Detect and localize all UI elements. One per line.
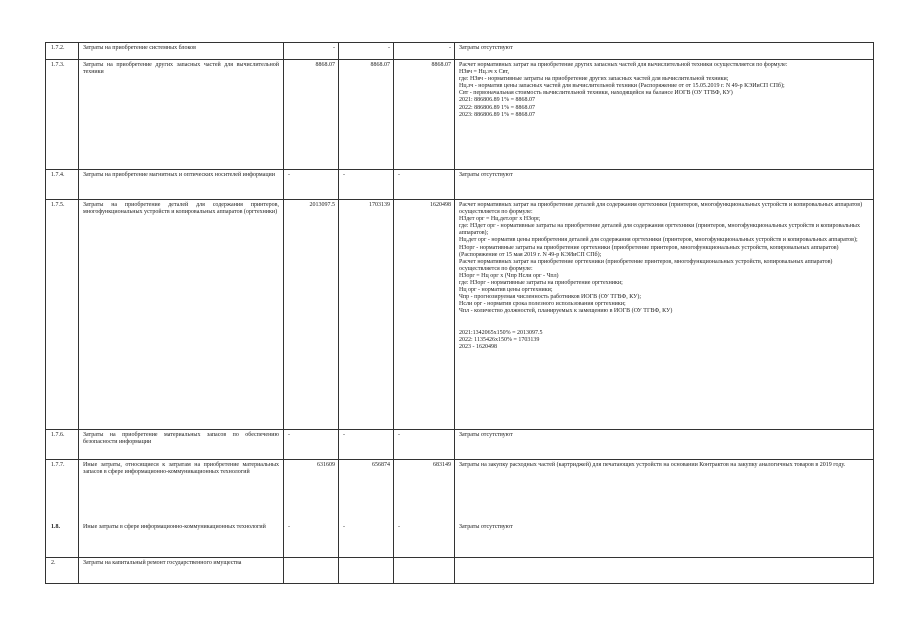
row-number: 1.7.4. bbox=[46, 170, 79, 200]
row-number: 1.7.2. bbox=[46, 43, 79, 60]
cost-item-name: Иные затраты в сфере информационно-коммуникационных технологий bbox=[79, 522, 284, 558]
value-2022 bbox=[339, 558, 394, 584]
value-2023: - bbox=[394, 430, 455, 460]
value-2021: 8868.07 bbox=[284, 60, 339, 170]
cost-item-name: Затраты на приобретение магнитных и оптических носителей информации bbox=[79, 170, 284, 200]
row-number: 1.8. bbox=[46, 522, 79, 558]
cost-item-name: Затраты на приобретение других запасных частей для вычислительной техники bbox=[79, 60, 284, 170]
value-2021: - bbox=[284, 430, 339, 460]
value-2023: - bbox=[394, 43, 455, 60]
row-number: 2. bbox=[46, 558, 79, 584]
value-2021: 2013097.5 bbox=[284, 200, 339, 430]
value-2021: - bbox=[284, 522, 339, 558]
value-2023: 683149 bbox=[394, 460, 455, 522]
row-number: 1.7.6. bbox=[46, 430, 79, 460]
justification: Затраты отсутствуют bbox=[455, 430, 874, 460]
justification-calculation: 2021:1342065х150% = 2013097.5 2022: 1135426х150% = 1703139 2023 - 1620498 bbox=[459, 329, 543, 350]
value-2022: - bbox=[339, 522, 394, 558]
value-2022: - bbox=[339, 170, 394, 200]
justification bbox=[455, 558, 874, 584]
cost-item-name: Затраты на капитальный ремонт государственного имущества bbox=[79, 558, 284, 584]
value-2022: 8868.07 bbox=[339, 60, 394, 170]
table-row bbox=[46, 170, 874, 200]
value-2021: - bbox=[284, 43, 339, 60]
row-number: 1.7.5. bbox=[46, 200, 79, 430]
value-2021: - bbox=[284, 170, 339, 200]
justification: Затраты отсутствуют bbox=[455, 522, 874, 558]
value-2023: 1620498 bbox=[394, 200, 455, 430]
value-2023: - bbox=[394, 522, 455, 558]
cost-item-name: Иные затраты, относящиеся к затратам на приобретение материальных запасов в сфере информационно-коммуникационных технологий bbox=[79, 460, 284, 522]
value-2022: 656874 bbox=[339, 460, 394, 522]
cost-table bbox=[45, 42, 874, 584]
table-row bbox=[46, 60, 874, 170]
justification: Затраты отсутствуют bbox=[455, 43, 874, 60]
table-row bbox=[46, 460, 874, 522]
justification: Затраты отсутствуют bbox=[455, 170, 874, 200]
row-number: 1.7.3. bbox=[46, 60, 79, 170]
cost-item-name: Затраты на приобретение материальных запасов по обеспечению безопасности информации bbox=[79, 430, 284, 460]
document-page bbox=[45, 42, 873, 584]
justification: Расчет нормативных затрат на приобретение других запасных частей для вычислительной техники осуществляется по формуле: НЗвч = Нц.зч х Свт, где: НЗвч - нормативные затраты на приобретение других запасных частей для вычислительной техники; Нц.зч - норматив цены запасных частей для вычислительной техники (Распоряжение от от 15.05.2019 г. N 49-р КЭИиСП СПб); Свт - первоначальная стоимость вычислительной техники, находящейся на балансе ИОГВ (ОУ ТГВФ, КУ) 2021: 886806.89 1% = 8868.07 2022: 886806.89 1% = 8868.07 2023: 886806.89 1% = 8868.07 bbox=[455, 60, 874, 170]
value-2023 bbox=[394, 558, 455, 584]
value-2021: 631609 bbox=[284, 460, 339, 522]
table-row bbox=[46, 43, 874, 60]
justification: Затраты на закупку расходных частей (картриджей) для печатающих устройств на основании Контрактов на закупку аналогичных товаров в 2019 году. bbox=[455, 460, 874, 522]
value-2022: - bbox=[339, 430, 394, 460]
value-2021 bbox=[284, 558, 339, 584]
value-2023: - bbox=[394, 170, 455, 200]
table-row bbox=[46, 558, 874, 584]
justification: Расчет нормативных затрат на приобретение деталей для содержания оргтехники (принтеров, многофункциональных устройств и копировальных аппаратов) осуществляется по формуле: НЗдет орг = Нц.дет.орг х НЗорг, где: НЗдет орг - нормативные затраты на приобретение деталей для содержания оргтехники (принтеров, многофункциональных устройств и копировальных аппаратов); Нц.дет орг - норматив цены приобретения деталей для содержания оргтехники (принтеров, многофункциональных устройств и копировальных аппаратов); НЗорг - нормативные затраты на приобретение оргтехники (приобретение принтеров, многофункциональных устройств, копировальных аппаратов) (Распоряжение от 15 мая 2019 г. N 49-р КЭИиСП СПб); Расчет нормативных затрат на приобретение оргтехники (приобретение принтеров, многофункциональных устройств, копировальных аппаратов) осуществляется по формуле: НЗорг = Нц орг х (Чпр Нсли орг - Чпл) где: НЗорг - нормативные затраты на приобретение оргтехники; Нц орг - норматив цены оргтехники; Чпр - прогнозируемая численность работников ИОГВ (ОУ ТГВФ, КУ); Нсли орг - норматив срока полезного использования оргтехники; Чпл - количество должностей, планируемых к замещению в ИОГВ (ОУ ТГВФ, КУ) bbox=[459, 202, 863, 315]
table-row bbox=[46, 430, 874, 460]
justification-cell bbox=[455, 200, 874, 430]
value-2022: 1703139 bbox=[339, 200, 394, 430]
value-2023: 8868.07 bbox=[394, 60, 455, 170]
row-number: 1.7.7. bbox=[46, 460, 79, 522]
table-row bbox=[46, 522, 874, 558]
value-2022: - bbox=[339, 43, 394, 60]
cost-item-name: Затраты на приобретение деталей для содержания принтеров, многофункциональных устройств и копировальных аппаратов (оргтехники) bbox=[79, 200, 284, 430]
table-row bbox=[46, 200, 874, 430]
cost-item-name: Затраты на приобретение системных блоков bbox=[79, 43, 284, 60]
